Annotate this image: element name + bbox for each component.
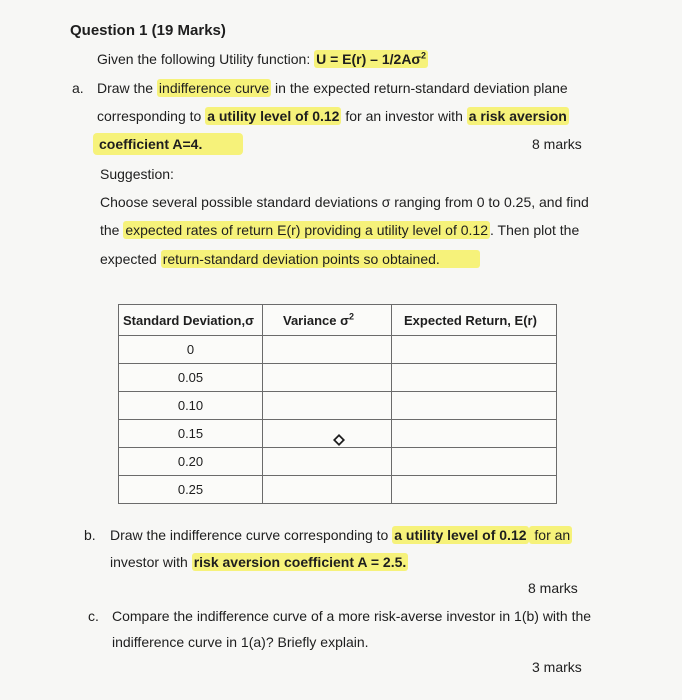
highlight-expected-rates: expected rates of return E(r) providing a utility level of 0.12 [125, 222, 488, 238]
cell-expected-return[interactable] [392, 392, 557, 420]
part-a-letter: a. [72, 80, 84, 96]
cell-expected-return[interactable] [392, 420, 557, 448]
cell-variance[interactable] [263, 392, 392, 420]
variance-label: Variance σ [283, 312, 349, 328]
text-span: the [100, 222, 124, 238]
cell-variance[interactable] [263, 364, 392, 392]
text-span: Draw the [97, 80, 157, 96]
text-span: Draw the indifference curve corresponding to [110, 527, 393, 543]
formula-text: U = E(r) – 1/2Aσ [316, 51, 421, 67]
highlight-risk-aversion: a risk aversion [468, 108, 567, 124]
header-expected-return: Expected Return, E(r) [392, 305, 557, 336]
formula-exponent: 2 [421, 50, 427, 61]
cell-std-dev: 0 [119, 336, 263, 364]
cell-expected-return[interactable] [392, 336, 557, 364]
cell-expected-return[interactable] [392, 448, 557, 476]
part-a-line2 [97, 108, 569, 124]
highlight-risk-aversion-b: risk aversion coefficient A = 2.5. [193, 554, 407, 570]
highlight-utility-level: a utility level of 0.12 [207, 108, 340, 124]
question-title: Question 1 (19 Marks) [70, 22, 226, 39]
part-b-line2 [110, 554, 408, 570]
cell-std-dev: 0.10 [119, 392, 263, 420]
sigma-table [118, 304, 557, 504]
text-span: for an [530, 527, 571, 543]
text-span: investor with [110, 554, 192, 570]
part-b-line1 [110, 527, 572, 543]
cell-variance[interactable] [263, 476, 392, 504]
text-span: in the expected return-standard deviation plane [271, 80, 568, 96]
highlight-utility-level-b: a utility level of 0.12 [394, 527, 527, 543]
cell-std-dev: 0.05 [119, 364, 263, 392]
cell-std-dev: 0.25 [119, 476, 263, 504]
part-c-line2: indifference curve in 1(a)? Briefly explain. [112, 634, 369, 650]
table-row [119, 392, 557, 420]
part-a-marks: 8 marks [532, 136, 582, 152]
cell-std-dev: 0.20 [119, 448, 263, 476]
variance-exponent: 2 [349, 311, 355, 322]
text-span: corresponding to [97, 108, 206, 124]
part-c-letter: c. [88, 608, 99, 624]
highlight-return-points: return-standard deviation points so obtained. [161, 250, 480, 268]
table-row [119, 476, 557, 504]
text-span: for an investor with [341, 108, 467, 124]
header-std-dev: Standard Deviation,σ [119, 305, 263, 336]
table-row [119, 364, 557, 392]
cell-variance[interactable] [263, 336, 392, 364]
cell-std-dev: 0.15 [119, 420, 263, 448]
utility-formula [314, 50, 428, 68]
part-b-letter: b. [84, 527, 96, 543]
cell-variance[interactable] [263, 420, 392, 448]
suggestion-label: Suggestion: [100, 166, 174, 182]
part-c-marks: 3 marks [532, 659, 582, 675]
highlight-indifference-curve: indifference curve [158, 80, 270, 96]
cell-expected-return[interactable] [392, 364, 557, 392]
suggestion-line1: Choose several possible standard deviations σ ranging from 0 to 0.25, and find [100, 194, 589, 210]
part-a-line3: coefficient A=4. [99, 136, 203, 152]
part-a-line1 [97, 80, 568, 96]
part-c-line1: Compare the indifference curve of a more risk-averse investor in 1(b) with the [112, 608, 592, 624]
text-span: expected [100, 251, 161, 267]
given-line [97, 51, 428, 67]
suggestion-line2 [100, 222, 579, 238]
header-variance [263, 305, 392, 336]
diamond-cursor-icon [333, 434, 345, 446]
text-span: . Then plot the [490, 222, 580, 238]
table-row [119, 336, 557, 364]
given-text: Given the following Utility function: [97, 51, 315, 67]
table-row [119, 448, 557, 476]
cell-variance[interactable] [263, 448, 392, 476]
part-b-marks: 8 marks [528, 580, 578, 596]
suggestion-line3 [100, 251, 480, 267]
table-header-row [119, 305, 557, 336]
cell-expected-return[interactable] [392, 476, 557, 504]
